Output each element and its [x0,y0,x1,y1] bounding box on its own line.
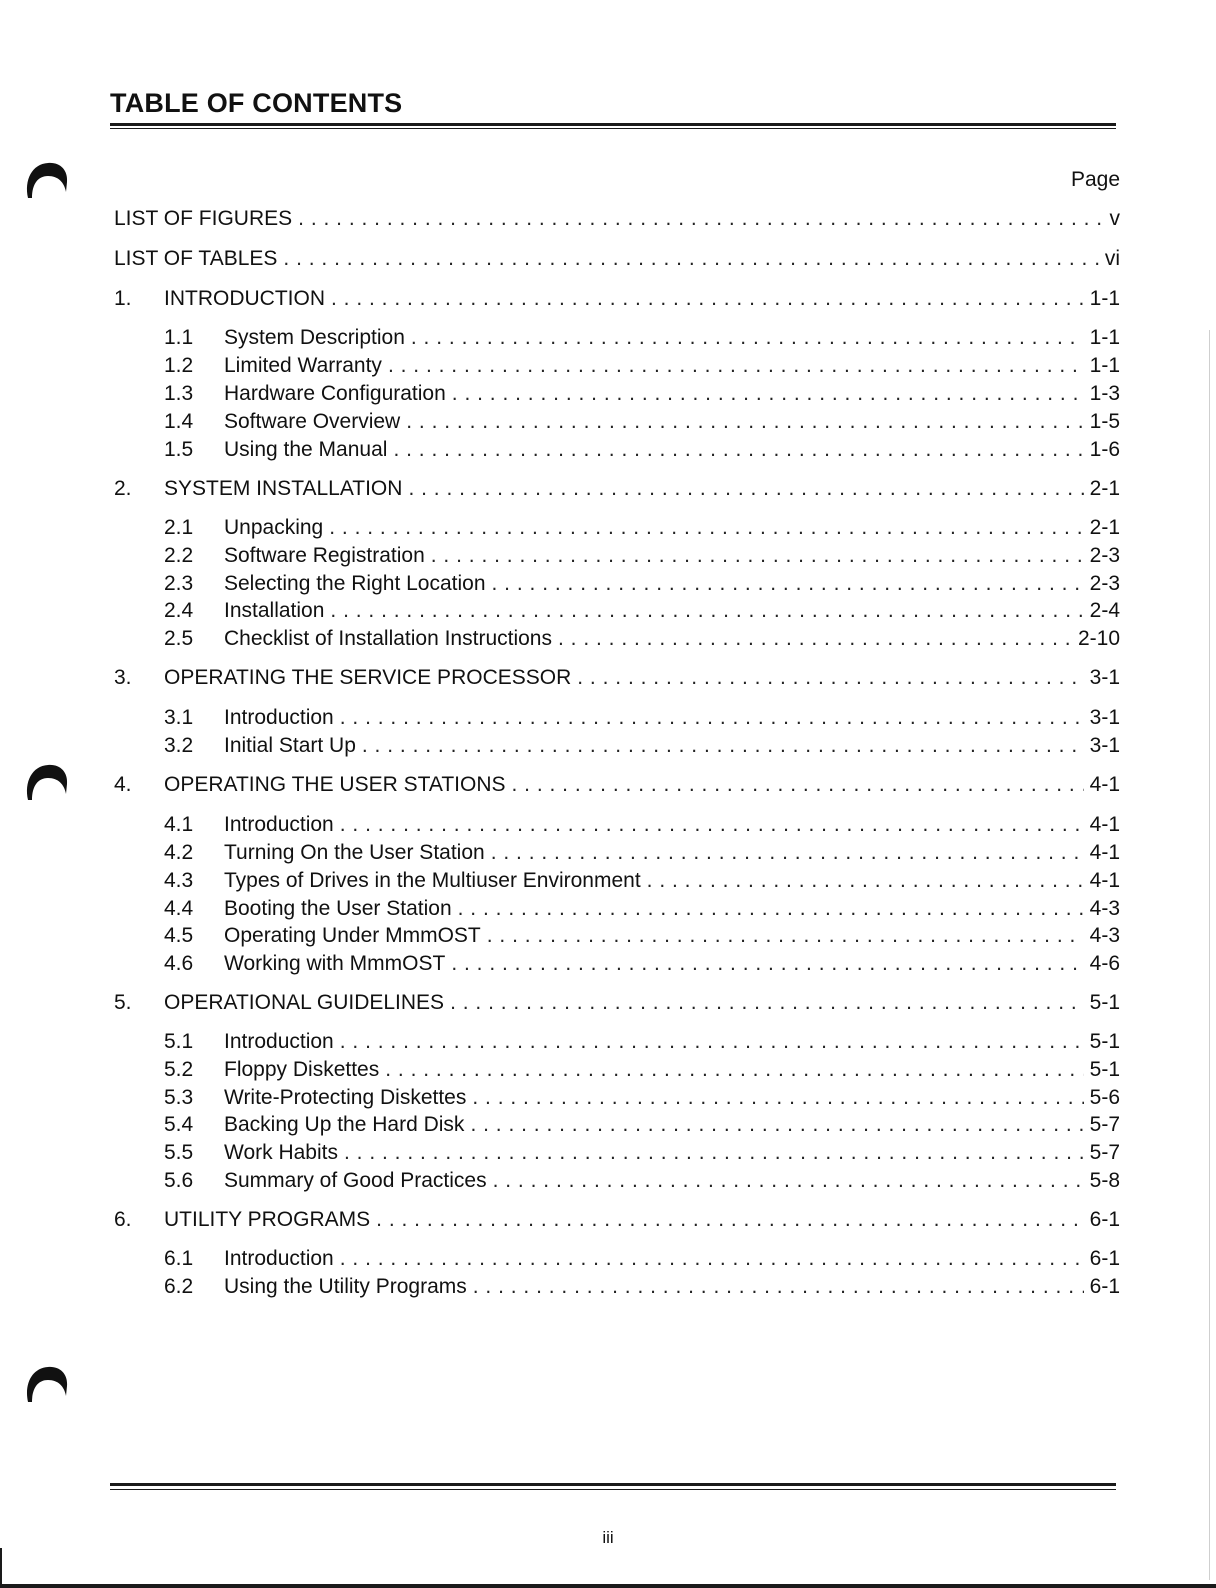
section-number: 5.3 [164,1086,194,1109]
section-page: 1-1 [1089,354,1120,377]
toc-section-5-1[interactable] [164,1029,1120,1055]
leader-dots [376,1207,1083,1233]
toc-entry-label: LIST OF FIGURES [114,207,293,230]
toc-chapter-5[interactable] [114,990,1120,1016]
binder-hole-icon [22,158,70,202]
chapter-number: 1. [114,287,132,310]
toc-section-1-1[interactable] [164,325,1120,351]
leader-dots [362,733,1084,759]
section-title: Hardware Configuration [224,382,446,405]
toc-section-6-2[interactable] [164,1274,1120,1300]
chapter-title: SYSTEM INSTALLATION [164,477,403,500]
toc-section-4-3[interactable] [164,868,1120,894]
section-number: 1.3 [164,382,194,405]
chapter-number: 3. [114,666,132,689]
section-title: Using the Manual [224,438,388,461]
section-page: 1-5 [1089,410,1120,433]
toc-section-2-4[interactable] [164,598,1120,624]
page-column-label: Page [1070,168,1120,191]
section-number: 1.1 [164,326,194,349]
chapter-page: 6-1 [1089,1208,1120,1231]
section-number: 1.5 [164,438,194,461]
leader-dots [472,1085,1083,1111]
section-title: Booting the User Station [224,897,452,920]
section-page: 1-3 [1089,382,1120,405]
section-page: 5-7 [1089,1113,1120,1136]
section-number: 5.2 [164,1058,194,1081]
toc-section-6-1[interactable] [164,1246,1120,1272]
section-number: 4.4 [164,897,194,920]
chapter-title: OPERATING THE SERVICE PROCESSOR [164,666,572,689]
scan-edge-bottom [0,1584,1216,1588]
section-title: Work Habits [224,1141,338,1164]
section-title: Turning On the User Station [224,841,485,864]
section-title: Types of Drives in the Multiuser Environment [224,869,641,892]
section-number: 4.2 [164,841,194,864]
leader-dots [431,543,1084,569]
leader-dots [458,896,1084,922]
leader-dots [406,409,1083,435]
leader-dots [487,923,1084,949]
toc-section-5-5[interactable] [164,1140,1120,1166]
leader-dots [473,1274,1084,1300]
section-page: 5-8 [1089,1169,1120,1192]
section-page: 2-10 [1077,627,1120,650]
chapter-title: UTILITY PROGRAMS [164,1208,371,1231]
leader-dots [340,812,1084,838]
toc-section-4-5[interactable] [164,923,1120,949]
section-number: 5.6 [164,1169,194,1192]
section-title: System Description [224,326,405,349]
section-page: 4-1 [1089,813,1120,836]
leader-dots [340,1029,1084,1055]
section-number: 6.2 [164,1275,194,1298]
chapter-number: 2. [114,477,132,500]
section-page: 5-7 [1089,1141,1120,1164]
section-page: 4-3 [1089,897,1120,920]
toc-section-2-1[interactable] [164,515,1120,541]
section-number: 2.5 [164,627,194,650]
leader-dots [411,325,1084,351]
section-title: Introduction [224,706,334,729]
page-number: iii [602,1528,614,1547]
section-title: Summary of Good Practices [224,1169,487,1192]
toc-chapter-1[interactable] [114,286,1120,312]
toc-section-2-3[interactable] [164,571,1120,597]
leader-dots [388,353,1084,379]
toc-entry-list-of-tables[interactable] [114,246,1120,272]
section-number: 5.4 [164,1113,194,1136]
section-page: 5-1 [1089,1030,1120,1053]
section-page: 6-1 [1089,1247,1120,1270]
toc-chapter-6[interactable] [114,1207,1120,1233]
section-title: Working with MmmOST [224,952,446,975]
leader-dots [491,840,1084,866]
section-page: 4-1 [1089,869,1120,892]
section-page: 4-3 [1089,924,1120,947]
page-title: TABLE OF CONTENTS [110,88,403,118]
section-title: Backing Up the Hard Disk [224,1113,465,1136]
leader-dots [470,1112,1083,1138]
leader-dots [329,515,1083,541]
section-title: Initial Start Up [224,734,356,757]
section-page: 3-1 [1089,734,1120,757]
section-title: Floppy Diskettes [224,1058,380,1081]
leader-dots [330,598,1083,624]
leader-dots [344,1140,1084,1166]
section-number: 5.5 [164,1141,194,1164]
leader-dots [647,868,1084,894]
section-page: 2-1 [1089,516,1120,539]
binder-hole-icon [22,1362,70,1406]
toc-section-4-1[interactable] [164,812,1120,838]
section-page: 3-1 [1089,706,1120,729]
section-number: 1.4 [164,410,194,433]
chapter-number: 6. [114,1208,132,1231]
section-title: Introduction [224,1030,334,1053]
section-number: 6.1 [164,1247,194,1270]
toc-section-2-5[interactable] [164,626,1120,652]
section-page: 4-6 [1089,952,1120,975]
toc-section-2-2[interactable] [164,543,1120,569]
chapter-page: 2-1 [1089,477,1120,500]
section-number: 4.6 [164,952,194,975]
section-page: 4-1 [1089,841,1120,864]
leader-dots [492,571,1084,597]
leader-dots [452,381,1084,407]
section-title: Using the Utility Programs [224,1275,467,1298]
scan-edge-left [0,1548,2,1588]
scan-edge-right [1209,330,1210,1580]
chapter-title: OPERATIONAL GUIDELINES [164,991,445,1014]
toc-section-5-2[interactable] [164,1057,1120,1083]
section-number: 1.2 [164,354,194,377]
section-title: Operating Under MmmOST [224,924,481,947]
toc-chapter-2[interactable] [114,476,1120,502]
chapter-title: INTRODUCTION [164,287,325,310]
toc-section-4-2[interactable] [164,840,1120,866]
leader-dots [340,705,1084,731]
leader-dots [451,951,1083,977]
toc-section-3-1[interactable] [164,705,1120,731]
leader-dots [558,626,1072,652]
section-number: 3.2 [164,734,194,757]
toc-section-3-2[interactable] [164,733,1120,759]
binder-hole-icon [22,760,70,804]
toc-chapter-4[interactable] [114,772,1120,798]
leader-dots [298,206,1103,232]
section-title: Software Overview [224,410,401,433]
section-number: 4.5 [164,924,194,947]
toc-entry-page: vi [1104,247,1120,270]
section-number: 5.1 [164,1030,194,1053]
section-title: Introduction [224,813,334,836]
toc-section-1-4[interactable] [164,409,1120,435]
chapter-number: 5. [114,991,132,1014]
toc-section-4-4[interactable] [164,896,1120,922]
section-page: 2-4 [1089,599,1120,622]
toc-section-1-3[interactable] [164,381,1120,407]
section-number: 2.4 [164,599,194,622]
leader-dots [493,1168,1084,1194]
section-page: 2-3 [1089,572,1120,595]
chapter-page: 1-1 [1089,287,1120,310]
toc-section-5-3[interactable] [164,1085,1120,1111]
section-number: 3.1 [164,706,194,729]
toc-section-1-2[interactable] [164,353,1120,379]
chapter-page: 5-1 [1089,991,1120,1014]
section-page: 5-6 [1089,1086,1120,1109]
footer-rule [110,1483,1116,1490]
section-title: Introduction [224,1247,334,1270]
section-number: 2.3 [164,572,194,595]
section-page: 6-1 [1089,1275,1120,1298]
section-title: Checklist of Installation Instructions [224,627,552,650]
section-title: Write-Protecting Diskettes [224,1086,467,1109]
chapter-title: OPERATING THE USER STATIONS [164,773,506,796]
section-title: Software Registration [224,544,425,567]
toc-entry-list-of-figures[interactable] [114,206,1120,232]
toc-section-5-4[interactable] [164,1112,1120,1138]
section-page: 5-1 [1089,1058,1120,1081]
section-title: Unpacking [224,516,324,539]
section-page: 1-1 [1089,326,1120,349]
leader-dots [450,990,1084,1016]
chapter-number: 4. [114,773,132,796]
leader-dots [408,476,1083,502]
toc-entry-label: LIST OF TABLES [114,247,278,270]
leader-dots [340,1246,1084,1272]
chapter-page: 4-1 [1089,773,1120,796]
section-title: Selecting the Right Location [224,572,486,595]
section-title: Limited Warranty [224,354,382,377]
section-number: 4.1 [164,813,194,836]
leader-dots [385,1057,1083,1083]
chapter-page: 3-1 [1089,666,1120,689]
section-title: Installation [224,599,325,622]
leader-dots [577,665,1083,691]
section-number: 2.2 [164,544,194,567]
toc-chapter-3[interactable] [114,665,1120,691]
section-page: 2-3 [1089,544,1120,567]
toc-entry-page: v [1109,207,1120,230]
toc-section-1-5[interactable] [164,437,1120,463]
toc-section-4-6[interactable] [164,951,1120,977]
header-rule [110,123,1116,129]
leader-dots [331,286,1084,312]
section-number: 2.1 [164,516,194,539]
toc-section-5-6[interactable] [164,1168,1120,1194]
leader-dots [393,437,1083,463]
leader-dots [283,246,1098,272]
section-page: 1-6 [1089,438,1120,461]
section-number: 4.3 [164,869,194,892]
leader-dots [512,772,1084,798]
